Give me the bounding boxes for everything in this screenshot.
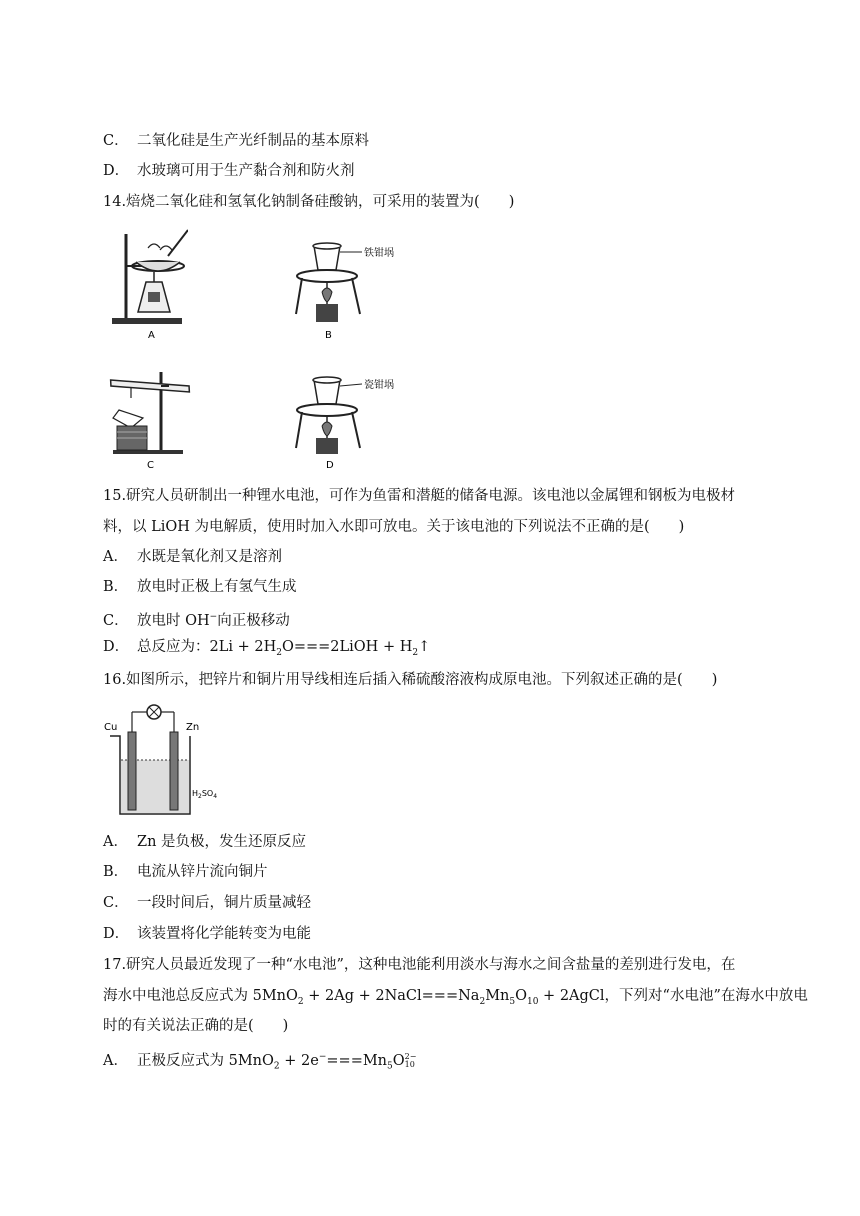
subscript: 10 (404, 1059, 415, 1069)
option-text: ===Mn (326, 1052, 388, 1069)
q17-stem-line-1: 17.研究人员最近发现了一种“水电池”，这种电池能利用淡水与海水之间含盐量的差别进行发电，在 (103, 957, 736, 973)
option-label: A． (103, 1052, 128, 1069)
apparatus-c-figure (105, 366, 195, 474)
superscript: − (209, 612, 218, 622)
q17-option-a (103, 1047, 416, 1077)
option-label: D． (103, 926, 130, 942)
option-text: ↑ (418, 639, 431, 655)
q16-option-a (103, 832, 306, 852)
stem-text: 海水中电池总反应式为 5MnO (103, 988, 298, 1004)
subscript: 2 (273, 1061, 280, 1072)
subscript: 10 (527, 996, 539, 1007)
option-label: C． (103, 895, 129, 911)
q15-option-c (103, 607, 290, 631)
option-label: D． (103, 163, 130, 179)
figure-label-b: B (325, 330, 332, 341)
q16-option-d (103, 924, 311, 944)
stem-text: Mn (485, 988, 510, 1004)
option-text: 总反应为：2Li + 2H (137, 639, 277, 655)
option-label: B． (103, 579, 129, 595)
stem-text: + 2Ag + 2NaCl===Na (303, 988, 480, 1004)
stem-text: O (515, 988, 527, 1004)
option-text: + 2e (279, 1052, 319, 1069)
option-label: C． (103, 133, 129, 149)
option-text: 一段时间后，铜片质量减轻 (137, 895, 311, 911)
superscript: − (318, 1052, 327, 1062)
option-text: O (392, 1052, 405, 1069)
superscript: 2− (404, 1051, 417, 1061)
option-label: A． (103, 834, 128, 850)
q14-stem: 14.焙烧二氧化硅和氢氧化钠制备硅酸钠，可采用的装置为( ) (103, 194, 515, 210)
q16-option-b (103, 862, 268, 882)
q16-option-c (103, 893, 311, 913)
option-text: 水既是氧化剂又是溶剂 (137, 549, 282, 565)
option-label: D． (103, 639, 130, 655)
option-text: 放电时 OH (137, 612, 210, 629)
option-text: Zn 是负极，发生还原反应 (137, 834, 307, 850)
subscript: 2 (297, 996, 304, 1007)
q17-stem-line-3: 时的有关说法正确的是( ) (103, 1018, 289, 1034)
ion-charge-stack (405, 1053, 417, 1069)
q15-stem-line-1: 15.研究人员研制出一种锂水电池，可作为鱼雷和潜艇的储备电源。该电池以金属锂和钢板为电极材 (103, 488, 736, 504)
option-text: 二氧化硅是生产光纤制品的基本原料 (137, 133, 369, 149)
figure-label-a: A (148, 330, 155, 341)
apparatus-d-figure (292, 366, 412, 474)
figure-tag-d: 瓷钳埚 (364, 380, 394, 391)
apparatus-b-figure (292, 234, 412, 346)
q15-option-b (103, 577, 297, 597)
q13-option-d (103, 161, 355, 181)
subscript: 5 (387, 1061, 393, 1072)
stem-text: + 2AgCl，下列对“水电池”在海水中放电 (538, 988, 808, 1004)
option-text: O===2LiOH + H (281, 639, 413, 655)
q16-stem: 16.如图所示，把锌片和铜片用导线相连后插入稀硫酸溶液构成原电池。下列叙述正确的是( ) (103, 672, 718, 688)
figure-label-c: C (147, 460, 154, 471)
option-label: B． (103, 864, 129, 880)
acid-label: $H_2SO_4$ (192, 789, 218, 800)
option-text: 向正极移动 (217, 612, 290, 629)
copper-label: Cu (104, 722, 118, 733)
option-text: 该装置将化学能转变为电能 (137, 926, 311, 942)
subscript: 2 (479, 996, 486, 1007)
q15-stem-line-2: 料，以 LiOH 为电解质，使用时加入水即可放电。关于该电池的下列说法不正确的是( ) (103, 519, 685, 535)
option-text: 正极反应式为 5MnO (137, 1052, 274, 1069)
option-text: 电流从锌片流向铜片 (137, 864, 268, 880)
apparatus-a-figure (108, 226, 188, 346)
subscript: 5 (509, 996, 516, 1007)
q17-stem-line-2 (103, 986, 808, 1012)
option-label: A． (103, 549, 128, 565)
subscript: 2 (412, 647, 419, 658)
q13-option-c (103, 131, 369, 151)
q15-option-a (103, 547, 282, 567)
figure-label-d: D (326, 460, 334, 471)
option-label: C． (103, 612, 129, 629)
galvanic-cell-figure (104, 702, 234, 824)
q15-option-d (103, 637, 430, 663)
option-text: 放电时正极上有氢气生成 (137, 579, 297, 595)
option-text: 水玻璃可用于生产黏合剂和防火剂 (137, 163, 355, 179)
subscript: 2 (276, 647, 282, 658)
figure-tag-b: 铁钳埚 (364, 248, 394, 259)
zinc-label: Zn (186, 722, 200, 733)
